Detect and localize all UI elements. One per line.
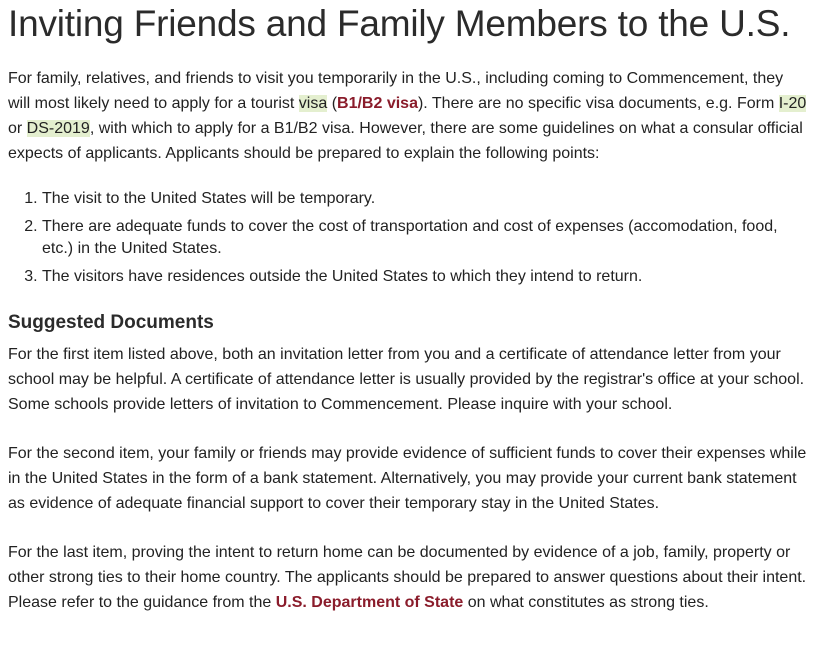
article	[0, 2, 816, 615]
dept-of-state-link[interactable]: U.S. Department of State	[275, 594, 464, 611]
paragraph-second-item: For the second item, your family or friends may provide evidence of sufficient funds to cover their expenses while in the United States in the form of a bank statement. Alternatively, you may provide your current bank statement as evidence of adequate financial support to cover their temporary stay in the United States.	[8, 445, 807, 512]
intro-text-3: ). There are no specific visa documents, e.g. Form	[417, 95, 779, 112]
para3-text-2: on what constitutes as strong ties.	[463, 594, 709, 611]
intro-text-2: (	[327, 95, 338, 112]
glossary-term-i20[interactable]: I-20	[778, 95, 807, 112]
intro-text-4: or	[8, 120, 27, 137]
b1b2-visa-link[interactable]: B1/B2 visa	[337, 95, 418, 112]
paragraph-last-item	[8, 540, 808, 615]
list-item: 2. There are adequate funds to cover the cost of transportation and cost of expenses (accomodation, food, etc.) in the United States.	[42, 216, 808, 260]
list-item: 3. The visitors have residences outside the United States to which they intend to return.	[42, 266, 808, 288]
intro-paragraph	[8, 66, 808, 166]
glossary-term-ds2019[interactable]: DS-2019	[26, 120, 90, 137]
suggested-documents-heading: Suggested Documents	[8, 312, 214, 333]
paragraph-first-item: For the first item listed above, both an invitation letter from you and a certificate of attendance letter from your school may be helpful. A certificate of attendance letter is usually provided by the registrar's office at your school. Some schools provide letters of invitation to Commencement. Please inquire with your school.	[8, 346, 805, 413]
points-list	[8, 188, 808, 288]
intro-text-1: For family, relatives, and friends to visit you temporarily in the U.S., including coming to Commencement, they will most likely need to apply for a tourist	[8, 70, 784, 112]
page-title: Inviting Friends and Family Members to the U.S.	[8, 3, 791, 44]
intro-text-5: , with which to apply for a B1/B2 visa. However, there are some guidelines on what a consular official expects of applicants. Applicants should be prepared to explain the following points:	[8, 120, 803, 162]
para3-text-1: For the last item, proving the intent to return home can be documented by evidence of a job, family, property or other strong ties to their home country. The applicants should be prepared to answer questions about their intent. Please refer to the guidance from the	[8, 544, 807, 611]
glossary-term-visa[interactable]: visa	[298, 95, 328, 112]
list-item: 1. The visit to the United States will be temporary.	[42, 188, 808, 210]
